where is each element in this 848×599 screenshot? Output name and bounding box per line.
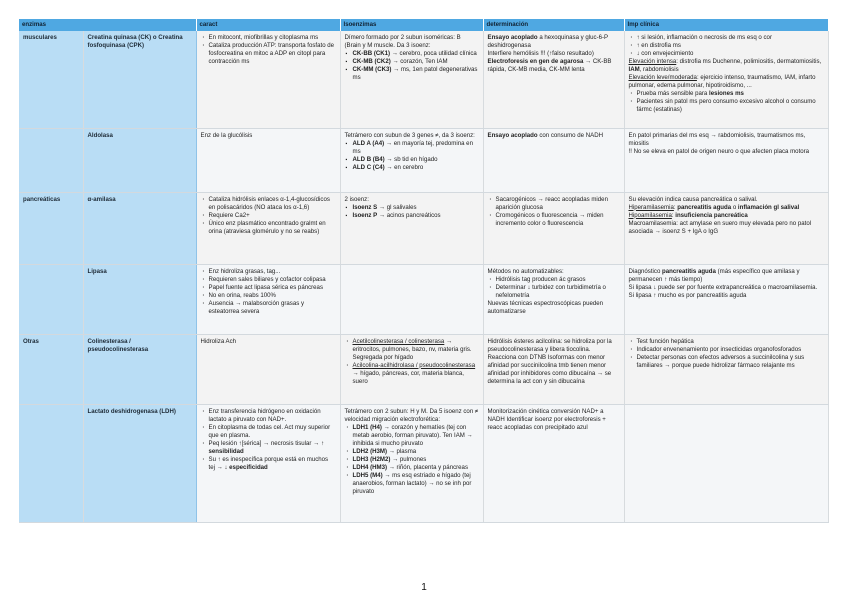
list-item: ▪ Isoenz P → acinos pancreáticos bbox=[353, 212, 479, 220]
clinical-cell: En patol primarias del ms esq → rabdomiolisis, traumatismos ms, miositis !! No se eleva en patol de origen neuro o que afecten placa motora bbox=[624, 128, 828, 192]
enzyme-name: α-amilasa bbox=[83, 192, 196, 264]
list-item: · ↓ con envejecimiento bbox=[637, 50, 824, 58]
list-item: · ↑ en distrofia ms bbox=[637, 42, 824, 50]
isoenzymes-cell bbox=[340, 192, 483, 264]
list-item: · En citoplasma de todas cel. Act muy superior que en plasma. bbox=[209, 424, 336, 440]
list-item: · Enz transferencia hidrógeno en oxidación lactato a piruvato con NAD+. bbox=[209, 408, 336, 424]
table-row bbox=[19, 128, 828, 192]
isoenzymes-cell bbox=[340, 128, 483, 192]
enzyme-name: Lactato deshidrogenasa (LDH) bbox=[83, 404, 196, 522]
enzyme-name: Lipasa bbox=[83, 264, 196, 334]
list-item: ▪ ALD B (B4) → sb tid en hígado bbox=[353, 156, 479, 164]
header-row bbox=[19, 19, 828, 31]
list-item: · LDH3 (H2M2) → pulmones bbox=[353, 456, 479, 464]
list-item: · Su ↑ es inespecífica porque está en muchos tej → ↓ especificidad bbox=[209, 456, 336, 472]
list-item: · Prueba más sensible para lesiones ms bbox=[637, 90, 824, 98]
enzyme-name: Aldolasa bbox=[83, 128, 196, 192]
list-item: ▪ CK-BB (CK1) → cerebro, poca utilidad clínica bbox=[353, 50, 479, 58]
determination-cell: Métodos no automatizables: · Hidrólisis tag producen ác grasos · Determinar ↓ turbidez con turbidimetría o nefelometría Nuevas técnicas espectroscópicas pueden automatizarse bbox=[483, 264, 624, 334]
enzyme-name: Creatina quinasa (CK) o Creatina fosfoquinasa (CPK) bbox=[83, 31, 196, 128]
table-row bbox=[19, 264, 828, 334]
enzyme-name: Colinesterasa / pseudocolinesterasa bbox=[83, 334, 196, 404]
list-item: · ↑ si lesión, inflamación o necrosis de ms esq o cor bbox=[637, 34, 824, 42]
iso-intro: 2 isoenz: bbox=[344, 195, 369, 203]
enzyme-table bbox=[19, 19, 829, 523]
list-item: · No en orina, reabs 100% bbox=[209, 292, 336, 300]
iso-intro: Tetrámero con subun de 3 genes ≠, da 3 isoenz: bbox=[344, 131, 475, 139]
list-item: · Acilcolina-acilhidrolasa / pseudocolinesterasa → hígado, páncreas, cor, materia blanca, suero bbox=[353, 362, 479, 386]
isoenzymes-cell bbox=[340, 264, 483, 334]
list-item: · Enz hidroliza grasas, tag... bbox=[209, 268, 336, 276]
isoenzymes-cell bbox=[340, 31, 483, 128]
list-item: ▪ ALD C (C4) → en cerebro bbox=[353, 164, 479, 172]
page-number: 1 bbox=[421, 582, 427, 593]
caract-cell bbox=[196, 192, 340, 264]
list-item: · Cataliza producción ATP: transporta fosfato de fosfocreatina en mitoc a ADP en citopl para contracción ms bbox=[209, 42, 336, 66]
caract-cell: Hidroliza Ach bbox=[196, 334, 340, 404]
caract-cell bbox=[196, 404, 340, 522]
list-item: · Único enz plasmático encontrado gralmt en orina (atraviesa glomérulo y no se reabs) bbox=[209, 220, 336, 236]
caract-cell bbox=[196, 31, 340, 128]
list-item: · LDH1 (H4) → corazón y hematíes (tej con metab aerobio, forman piruvato). Ten IAM → inhibida si mucho piruvato bbox=[353, 424, 479, 448]
list-item: · Requiere Ca2+ bbox=[209, 212, 336, 220]
determination-cell: Ensayo acoplado a hexoquinasa y gluc-6-P deshidrogenasa Interfiere hemólisis !!! (↑falso resultado) Electroforesis en gen de agarosa → CK-BB rápida, CK-MB media, CK-MM lenta bbox=[483, 31, 624, 128]
list-item: · Indicador envenenamiento por insecticidas organofosforados bbox=[637, 346, 824, 354]
list-item: · Requieren sales biliares y cofactor colipasa bbox=[209, 276, 336, 284]
caract-cell bbox=[196, 264, 340, 334]
isoenzymes-cell bbox=[340, 334, 483, 404]
caract-cell: Enz de la glucólisis bbox=[196, 128, 340, 192]
list-item: · Papel fuente act lipasa sérica es páncreas bbox=[209, 284, 336, 292]
header-caract: caract bbox=[196, 19, 340, 31]
list-item: ▪ CK-MB (CK2) → corazón, Ten IAM bbox=[353, 58, 479, 66]
isoenzymes-cell bbox=[340, 404, 483, 522]
determination-cell: Ensayo acoplado con consumo de NADH bbox=[483, 128, 624, 192]
list-item: · Detectar personas con efectos adversos a succinilcolina y sus familiares → porque puede hidrolizar fármaco relajante ms bbox=[637, 354, 824, 370]
list-item: · LDH5 (M4) → ms esq estriado e hígado (tej anaerobios, forman lactato) → no se inh por piruvato bbox=[353, 472, 479, 496]
list-item: · Hidrólisis tag producen ác grasos bbox=[496, 276, 620, 284]
table-row bbox=[19, 192, 828, 264]
determination-cell: Monitorización cinética conversión NAD+ a NADH Identificar isoenz por electroforesis + reacc acopladas con precipitado azul bbox=[483, 404, 624, 522]
list-item: · Sacarogénicos → reacc acopladas miden aparición glucosa bbox=[496, 196, 620, 212]
list-item: · Cataliza hidrólisis enlaces α-1,4-glucosídicos en polisacáridos (NO ataca los α-1,6) bbox=[209, 196, 336, 212]
list-item: ▪ Isoenz S → gl salivales bbox=[353, 204, 479, 212]
list-item: · LDH2 (H3M) → plasma bbox=[353, 448, 479, 456]
list-item: · En mitocont, miofibrillas y citoplasma ms bbox=[209, 34, 336, 42]
table-row bbox=[19, 31, 828, 128]
iso-intro: Dímero formado por 2 subun isoméricas: B (Brain y M muscle. Da 3 isoenz: bbox=[344, 34, 461, 50]
determination-cell: Hidrólisis ésteres acilcolina: se hidroliza por la pseudocolinesterasa y libera tiocolina. Reacciona con DTNB Isoformas con menor afinidad por succinilcolina tmb tienen menor afinidad por inhibidores como dibucaína → se determina la act con y sin dibucaína bbox=[483, 334, 624, 404]
table-row bbox=[19, 334, 828, 404]
list-item: · Determinar ↓ turbidez con turbidimetría o nefelometría bbox=[496, 284, 620, 300]
group-cell: musculares bbox=[19, 31, 83, 128]
header-imp-clinica: Imp clínica bbox=[624, 19, 828, 31]
table-row bbox=[19, 404, 828, 522]
list-item: · Peq lesión ↑[sérica] → necrosis tisular → ↑ sensibilidad bbox=[209, 440, 336, 456]
list-item: · LDH4 (HM3) → riñón, placenta y páncreas bbox=[353, 464, 479, 472]
group-cell bbox=[19, 264, 83, 334]
list-item: · Cromogénicos o fluorescencia → miden incremento color o fluorescencia bbox=[496, 212, 620, 228]
list-item: · Ausencia → malabsorción grasas y esteatorrea severa bbox=[209, 300, 336, 316]
iso-intro: Tetrámero con 2 subun: H y M. Da 5 isoenz con ≠ velocidad migración electroforética: bbox=[344, 407, 479, 423]
list-item: ▪ ALD A (A4) → en mayoría tej, predomina en ms bbox=[353, 140, 479, 156]
list-item: · Pacientes sin patol ms pero consumo excesivo alcohol o consumo fármc (estatinas) bbox=[637, 98, 824, 114]
group-cell bbox=[19, 128, 83, 192]
clinical-cell bbox=[624, 334, 828, 404]
group-cell bbox=[19, 404, 83, 522]
determination-cell bbox=[483, 192, 624, 264]
list-item: ▪ CK-MM (CK3) → ms, 1en patol degenerativas ms bbox=[353, 66, 479, 82]
group-cell: pancreáticas bbox=[19, 192, 83, 264]
clinical-cell: Diagnóstico pancreatitis aguda (más específico que amilasa y permanecen ↑ más tiempo) Si lipasa ↓ puede ser por fuente extrapancreática o macroamilasemia. Si lipasa ↑ mucho es por pancreatitis aguda bbox=[624, 264, 828, 334]
clinical-cell bbox=[624, 404, 828, 522]
header-determinacion: determinación bbox=[483, 19, 624, 31]
list-item: · Acetilcolinesterasa / colinesterasa → eritrocitos, pulmones, bazo, nv, materia gris. Segregada por hígado bbox=[353, 338, 479, 362]
header-enzimas: enzimas bbox=[19, 19, 196, 31]
group-cell: Otras bbox=[19, 334, 83, 404]
clinical-cell: · ↑ si lesión, inflamación o necrosis de ms esq o cor · ↑ en distrofia ms · ↓ con envejecimiento Elevación intensa: distrofia ms Duchenne, polimiositis, dermatomiositis, IAM, rabdomiolisis Elevación leve/moderada: ejercicio intenso, traumatismo, IAM, infarto pulmonar, edema pulmonar, hipotiroidismo, ... · Prueba más sensible para lesiones ms · Pacientes sin patol ms pero consumo excesivo alcohol o consumo fármc (estatinas) bbox=[624, 31, 828, 128]
clinical-cell: Su elevación indica causa pancreática o salival. Hiperamilasemia: pancreatitis aguda o inflamación gl salival Hipoamilasemia: insuficiencia pancreática Macroamilasemia: act amylase en suero muy elevada pero no patol asociada → isoenz S + IgA o IgG bbox=[624, 192, 828, 264]
list-item: · Test función hepática bbox=[637, 338, 824, 346]
header-isoenzimas: Isoenzimas bbox=[340, 19, 483, 31]
